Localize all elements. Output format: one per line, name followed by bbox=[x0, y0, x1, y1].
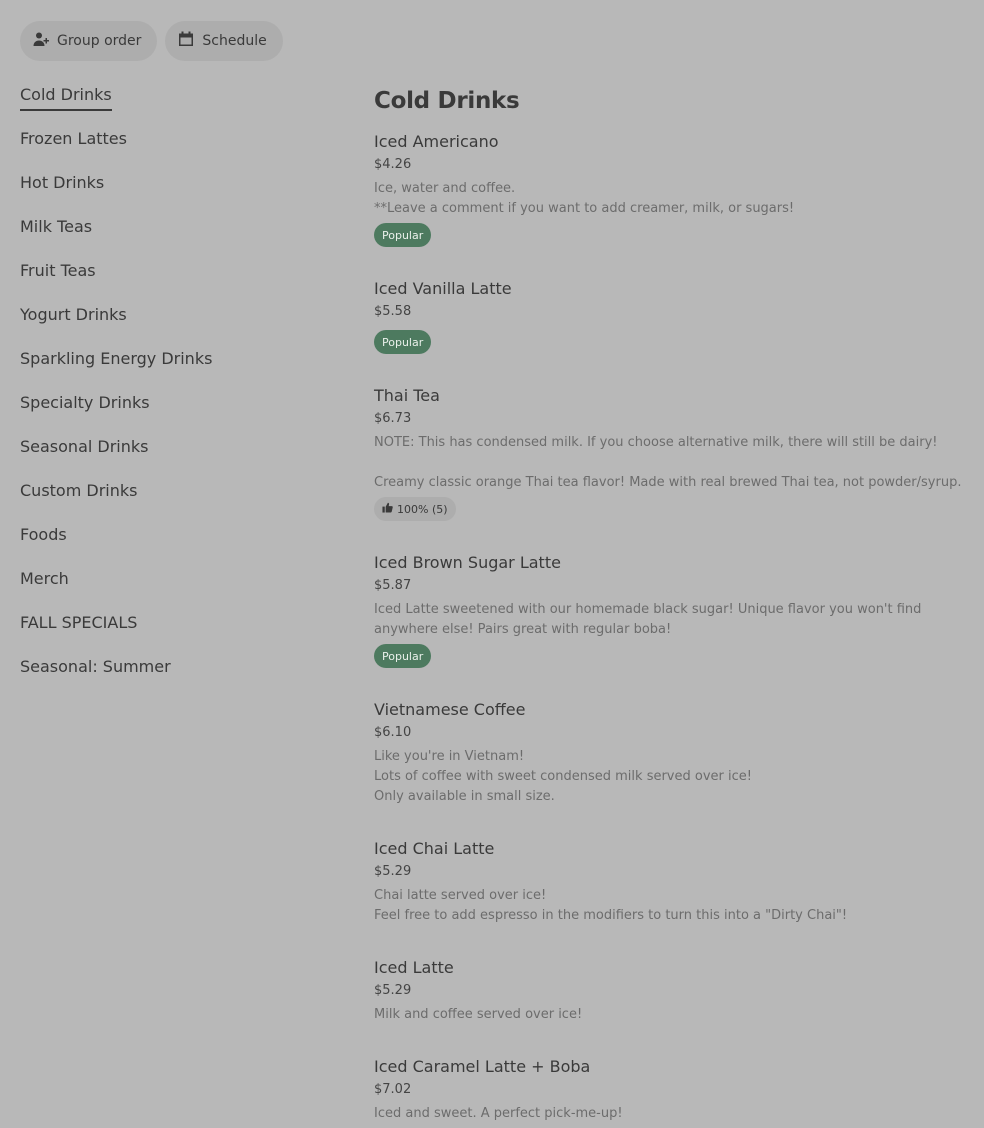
menu-item-name: Iced Caramel Latte + Boba bbox=[374, 1057, 591, 1076]
rating-badge bbox=[374, 497, 456, 521]
menu-item-price: $6.73 bbox=[374, 411, 412, 426]
menu-item-badge-row bbox=[374, 330, 964, 354]
menu-item-card[interactable] bbox=[374, 384, 964, 521]
menu-item-card[interactable] bbox=[374, 956, 964, 1025]
menu-item-description: Iced and sweet. A perfect pick-me-up! bbox=[374, 1106, 623, 1121]
menu-item-price: $5.29 bbox=[374, 983, 412, 998]
sidebar-category-label: Merch bbox=[20, 569, 69, 588]
sidebar-category-item[interactable] bbox=[20, 523, 320, 567]
menu-item-description: NOTE: This has condensed milk. If you choose alternative milk, there will still be dairy! Creamy classic orange Thai tea flavor! Made with real brewed Thai tea, not powder/syrup. bbox=[374, 435, 962, 490]
popular-badge bbox=[374, 330, 431, 354]
sidebar-category-item[interactable] bbox=[20, 567, 320, 611]
group-order-button[interactable] bbox=[20, 21, 157, 61]
sidebar-category-label: Milk Teas bbox=[20, 217, 93, 236]
sidebar-category-item[interactable] bbox=[20, 303, 320, 347]
menu-item-description: Chai latte served over ice! Feel free to add espresso in the modifiers to turn this into a "Dirty Chai"! bbox=[374, 888, 848, 923]
sidebar-category-label: Custom Drinks bbox=[20, 481, 138, 500]
schedule-button[interactable] bbox=[165, 21, 282, 61]
sidebar-category-item[interactable] bbox=[20, 479, 320, 523]
menu-item-card[interactable] bbox=[374, 551, 964, 668]
sidebar-category-label: Specialty Drinks bbox=[20, 393, 150, 412]
add-person-icon bbox=[33, 31, 49, 51]
menu-item-card[interactable] bbox=[374, 277, 964, 354]
badge-label: Popular bbox=[382, 228, 424, 242]
menu-item-description: Like you're in Vietnam! Lots of coffee with sweet condensed milk served over ice! Only available in small size. bbox=[374, 749, 752, 804]
sidebar-category-label: Foods bbox=[20, 525, 67, 544]
menu-content bbox=[374, 86, 964, 1128]
sidebar-category-item[interactable] bbox=[20, 127, 320, 171]
menu-item-description: Milk and coffee served over ice! bbox=[374, 1007, 583, 1022]
sidebar-category-label: Seasonal: Summer bbox=[20, 657, 171, 676]
sidebar-category-item[interactable] bbox=[20, 611, 320, 655]
badge-label: 100% (5) bbox=[397, 502, 448, 516]
badge-label: Popular bbox=[382, 649, 424, 663]
menu-item-list bbox=[374, 130, 964, 1124]
sidebar-category-label: Hot Drinks bbox=[20, 173, 105, 192]
menu-item-description: Iced Latte sweetened with our homemade black sugar! Unique flavor you won't find anywhere else! Pairs great with regular boba! bbox=[374, 602, 922, 637]
sidebar-category-item[interactable] bbox=[20, 391, 320, 435]
schedule-label: Schedule bbox=[202, 33, 267, 49]
sidebar-category-label: Yogurt Drinks bbox=[20, 305, 127, 324]
menu-item-price: $5.87 bbox=[374, 578, 412, 593]
badge-label: Popular bbox=[382, 335, 424, 349]
menu-item-price: $5.29 bbox=[374, 864, 412, 879]
menu-item-description: Ice, water and coffee. **Leave a comment if you want to add creamer, milk, or sugars! bbox=[374, 181, 795, 216]
menu-item-name: Iced Chai Latte bbox=[374, 839, 495, 858]
menu-item-name: Iced Latte bbox=[374, 958, 454, 977]
sidebar-category-item[interactable] bbox=[20, 83, 320, 127]
menu-item-name: Iced Americano bbox=[374, 132, 499, 151]
popular-badge bbox=[374, 223, 431, 247]
sidebar-category-label: Seasonal Drinks bbox=[20, 437, 149, 456]
menu-item-price: $4.26 bbox=[374, 157, 412, 172]
sidebar-category-item[interactable] bbox=[20, 215, 320, 259]
sidebar-category-item[interactable] bbox=[20, 171, 320, 215]
sidebar-category-label: Cold Drinks bbox=[20, 83, 112, 111]
sidebar-category-label: Sparkling Energy Drinks bbox=[20, 349, 213, 368]
group-order-label: Group order bbox=[57, 33, 142, 49]
menu-item-name: Thai Tea bbox=[374, 386, 440, 405]
sidebar-category-label: Frozen Lattes bbox=[20, 129, 127, 148]
menu-item-badge-row bbox=[374, 644, 964, 668]
calendar-icon bbox=[178, 31, 194, 51]
sidebar-category-item[interactable] bbox=[20, 347, 320, 391]
menu-item-card[interactable] bbox=[374, 698, 964, 807]
section-title: Cold Drinks bbox=[374, 88, 520, 114]
sidebar-category-item[interactable] bbox=[20, 435, 320, 479]
menu-item-price: $7.02 bbox=[374, 1082, 412, 1097]
menu-item-badge-row bbox=[374, 497, 964, 521]
sidebar-category-label: Fruit Teas bbox=[20, 261, 96, 280]
sidebar-category-label: FALL SPECIALS bbox=[20, 613, 138, 632]
menu-item-name: Vietnamese Coffee bbox=[374, 700, 526, 719]
menu-item-name: Iced Brown Sugar Latte bbox=[374, 553, 561, 572]
thumbs-up-icon bbox=[382, 502, 393, 516]
menu-item-badge-row bbox=[374, 223, 964, 247]
menu-item-name: Iced Vanilla Latte bbox=[374, 279, 512, 298]
menu-item-card[interactable] bbox=[374, 1055, 964, 1124]
menu-item-card[interactable] bbox=[374, 130, 964, 247]
popular-badge bbox=[374, 644, 431, 668]
menu-item-card[interactable] bbox=[374, 837, 964, 926]
order-options-bar bbox=[20, 21, 283, 61]
sidebar-category-item[interactable] bbox=[20, 655, 320, 699]
category-sidebar bbox=[20, 83, 320, 699]
sidebar-category-item[interactable] bbox=[20, 259, 320, 303]
menu-item-price: $6.10 bbox=[374, 725, 412, 740]
menu-item-price: $5.58 bbox=[374, 304, 412, 319]
